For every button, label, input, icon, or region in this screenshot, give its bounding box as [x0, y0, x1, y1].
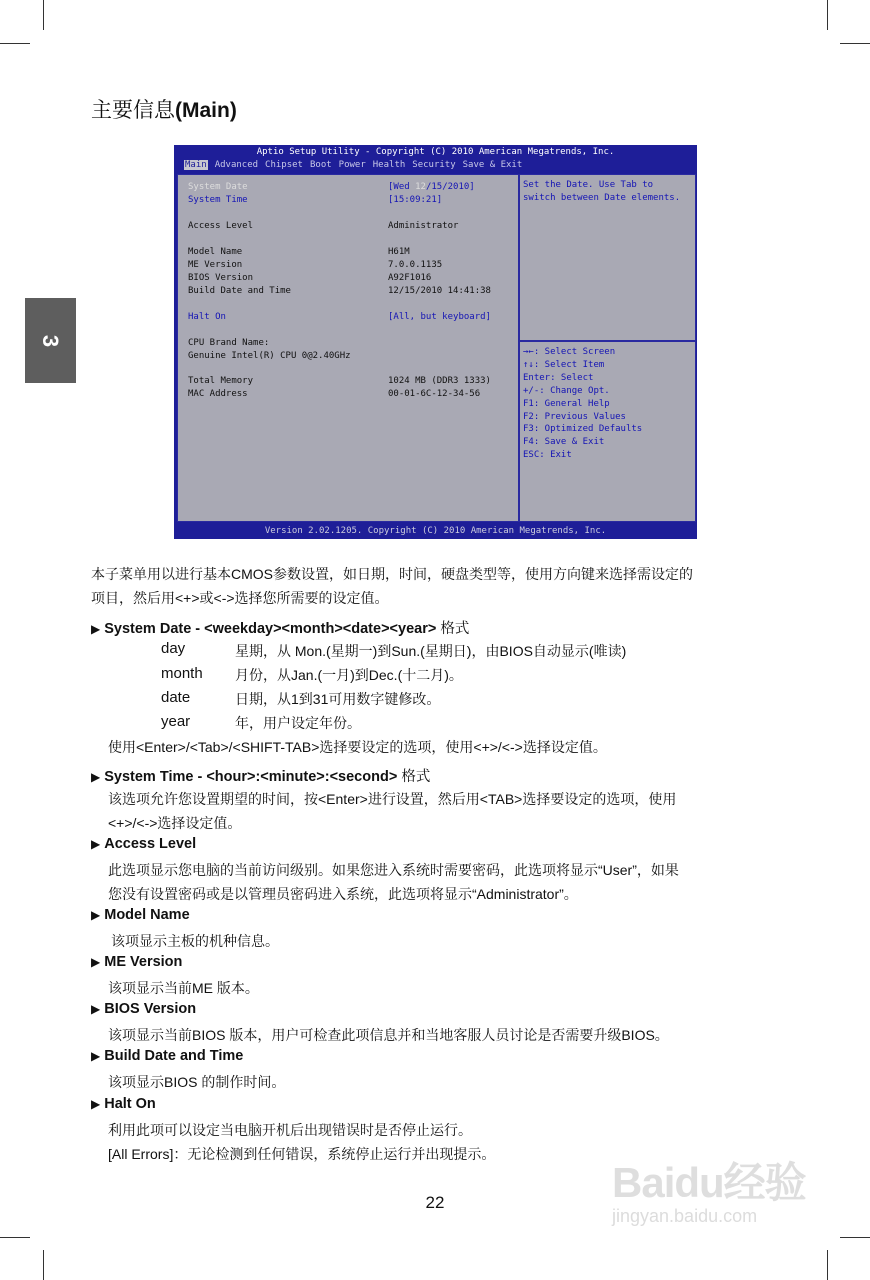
bios-key-item: →←: Select Screen: [523, 347, 616, 357]
bios-key-item: ESC: Exit: [523, 450, 572, 461]
term-day: day: [161, 640, 186, 657]
intro-line: 本子菜单用以进行基本CMOS参数设置，如日期，时间，硬盘类型等，使用方向键来选择需设定的: [91, 566, 693, 582]
crop-mark: [43, 1250, 44, 1280]
bios-mac-address-value: 00-01-6C-12-34-56: [388, 389, 481, 399]
bios-key-item: +/-: Change Opt.: [523, 385, 610, 396]
bios-cpu-brand-label: CPU Brand Name:: [188, 338, 270, 348]
bios-system-date-value[interactable]: [Wed 12/15/2010]: [388, 182, 475, 192]
bios-total-memory-value: 1024 MB (DDR3 1333): [388, 376, 491, 386]
halt-on-desc: 利用此项可以设定当电脑开机后出现错误时是否停止运行。: [108, 1122, 472, 1138]
bios-key-item: F1: General Help: [523, 398, 610, 409]
crop-mark: [0, 1237, 30, 1238]
bios-system-time-value[interactable]: [15:09:21]: [388, 195, 443, 205]
bios-settings-panel: [178, 175, 520, 521]
bios-key-legend: [523, 346, 642, 462]
triangle-bullet-icon: ▶: [91, 837, 101, 851]
bios-access-level-label: Access Level: [188, 221, 254, 231]
def-date: 日期，从1到31可用数字键修改。: [235, 691, 441, 707]
bios-key-item: F4: Save & Exit: [523, 437, 605, 448]
bios-me-version-value: 7.0.0.1135: [388, 260, 443, 270]
bios-tab-health[interactable]: Health: [372, 160, 406, 170]
bios-total-memory-label: Total Memory: [188, 376, 254, 386]
bios-system-date-label[interactable]: System Date: [188, 182, 248, 192]
bios-me-version-label: ME Version: [188, 260, 243, 270]
bios-bios-version-value: A92F1016: [388, 273, 432, 283]
me-version-desc: 该项显示当前ME 版本。: [108, 980, 259, 996]
heading-me-version: ▶ ME Version: [91, 954, 183, 970]
heading-model-name: ▶ Model Name: [91, 907, 190, 923]
def-year: 年，用户设定年份。: [235, 715, 361, 731]
bios-build-date-value: 12/15/2010 14:41:38: [388, 286, 491, 296]
crop-mark: [840, 43, 870, 44]
term-month: month: [161, 665, 203, 682]
bios-key-item: F2: Previous Values: [523, 411, 626, 422]
bios-key-item: ↑↓: Select Item: [523, 359, 605, 370]
bios-mac-address-label: MAC Address: [188, 389, 248, 399]
bios-help-line: switch between Date elements.: [523, 193, 681, 203]
baidu-watermark-logo: Baidu经验: [612, 1159, 806, 1206]
heading-system-time: ▶ System Time - <hour>:<minute>:<second> 格式: [91, 769, 431, 785]
crop-mark: [827, 0, 828, 30]
watermark-url: jingyan.baidu.com: [612, 1206, 758, 1226]
bios-tab-boot[interactable]: Boot: [309, 160, 332, 170]
bios-tab-security[interactable]: Security: [412, 160, 456, 170]
bios-tab-chipset[interactable]: Chipset: [265, 160, 303, 170]
access-level-desc: 此选项显示您电脑的当前访问级别。如果您进入系统时需要密码，此选项将显示“User”，如果: [108, 862, 679, 878]
access-level-desc: 您没有设置密码或是以管理员密码进入系统，此选项将显示“Administrator”。: [108, 886, 578, 902]
intro-paragraph: [91, 562, 791, 610]
bios-access-level-value: Administrator: [388, 221, 459, 231]
crop-mark: [827, 1250, 828, 1280]
triangle-bullet-icon: ▶: [91, 1097, 101, 1111]
heading-halt-on: ▶ Halt On: [91, 1096, 156, 1112]
bios-cpu-brand-value: Genuine Intel(R) CPU 0@2.40GHz: [188, 351, 351, 361]
system-time-desc: <+>/<->选择设定值。: [108, 815, 242, 831]
bios-halt-on-label[interactable]: Halt On: [188, 312, 226, 322]
page-number: 22: [425, 1193, 445, 1212]
heading-bios-version: ▶ BIOS Version: [91, 1001, 197, 1017]
triangle-bullet-icon: ▶: [91, 770, 101, 784]
page-title: 主要信息(Main): [91, 99, 237, 122]
triangle-bullet-icon: ▶: [91, 1049, 101, 1063]
heading-access-level: ▶ Access Level: [91, 836, 197, 852]
bios-help-text: [523, 179, 680, 205]
def-month: 月份，从Jan.(一月)到Dec.(十二月)。: [235, 667, 463, 683]
build-date-desc: 该项显示BIOS 的制作时间。: [108, 1074, 286, 1090]
bios-halt-on-value[interactable]: [All, but keyboard]: [388, 312, 491, 322]
heading-system-date: ▶ System Date - <weekday><month><date><year> 格式: [91, 621, 470, 637]
triangle-bullet-icon: ▶: [91, 908, 101, 922]
heading-build-date: ▶ Build Date and Time: [91, 1048, 244, 1064]
bios-help-panel: [520, 175, 695, 342]
bios-tab-save-exit[interactable]: Save & Exit: [462, 160, 523, 170]
bios-model-name-label: Model Name: [188, 247, 243, 257]
bios-system-time-label[interactable]: System Time: [188, 195, 248, 205]
bios-tab-main[interactable]: Main: [185, 160, 207, 170]
triangle-bullet-icon: ▶: [91, 622, 101, 636]
bios-tab-power[interactable]: Power: [338, 160, 366, 170]
bios-menu-bar: [174, 159, 697, 172]
halt-on-desc: [All Errors]：无论检测到任何错误，系统停止运行并出现提示。: [108, 1146, 496, 1162]
bios-footer: Version 2.02.1205. Copyright (C) 2010 American Megatrends, Inc.: [264, 526, 607, 536]
chapter-tab: 3: [25, 298, 76, 383]
system-date-note: 使用<Enter>/<Tab>/<SHIFT-TAB>选择要设定的选项，使用<+>/<->选择设定值。: [108, 739, 607, 755]
bios-help-line: Set the Date. Use Tab to: [523, 180, 654, 190]
bios-build-date-label: Build Date and Time: [188, 286, 291, 296]
bios-key-item: F3: Optimized Defaults: [523, 424, 643, 435]
bios-model-name-value: H61M: [388, 247, 410, 257]
bios-tab-advanced[interactable]: Advanced: [214, 160, 259, 170]
term-date: date: [161, 689, 191, 706]
crop-mark: [43, 0, 44, 30]
bios-version-desc: 该项显示当前BIOS 版本，用户可检查此项信息并和当地客服人员讨论是否需要升级BIOS。: [108, 1027, 669, 1043]
def-day: 星期，从 Mon.(星期一)到Sun.(星期日)，由BIOS自动显示(唯读): [235, 643, 627, 659]
crop-mark: [840, 1237, 870, 1238]
model-name-desc: 该项显示主板的机种信息。: [111, 933, 279, 949]
term-year: year: [161, 713, 191, 730]
intro-line: 项目，然后用<+>或<->选择您所需要的设定值。: [91, 590, 389, 606]
bios-key-item: Enter: Select: [523, 372, 594, 383]
watermark: [612, 1150, 806, 1227]
triangle-bullet-icon: ▶: [91, 955, 101, 969]
bios-bios-version-label: BIOS Version: [188, 273, 254, 283]
bios-header: Aptio Setup Utility - Copyright (C) 2010 American Megatrends, Inc.: [256, 147, 615, 157]
crop-mark: [0, 43, 30, 44]
bios-body: [177, 174, 696, 522]
system-time-desc: 该选项允许您设置期望的时间，按<Enter>进行设置，然后用<TAB>选择要设定的选项，使用: [108, 791, 677, 807]
bios-screenshot: [174, 145, 697, 539]
triangle-bullet-icon: ▶: [91, 1002, 101, 1016]
